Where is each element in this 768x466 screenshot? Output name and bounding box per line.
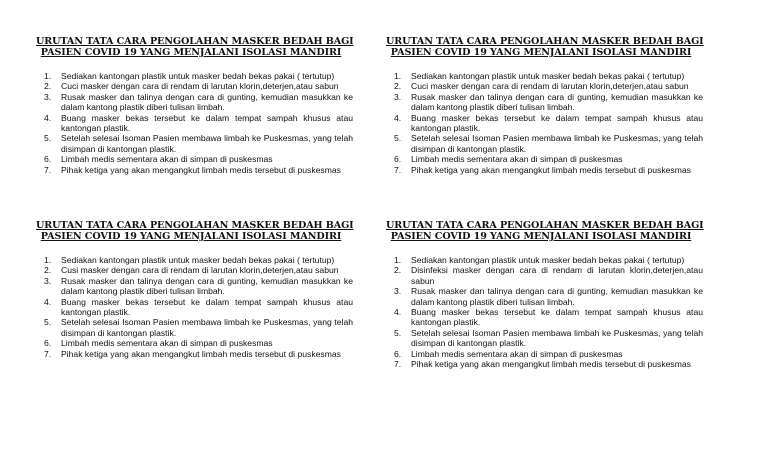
step-item: [36, 338, 381, 348]
step-item: [36, 113, 381, 134]
step-text: Buang masker bekas tersebut ke dalam tempat sampah khusus atau kantongan plastik.: [411, 307, 703, 328]
instruction-panel-top-right: [386, 36, 731, 175]
panel-title: [36, 220, 354, 242]
step-number: 2.: [394, 265, 402, 276]
title-line-1: URUTAN TATA CARA PENGOLAHAN MASKER BEDAH BAGI: [386, 36, 704, 47]
step-number: 2.: [394, 81, 402, 92]
step-item: [386, 359, 731, 369]
steps-list: [386, 255, 731, 369]
step-text: Pihak ketiga yang akan mengangkut limbah medis tersebut di puskesmas: [411, 359, 691, 370]
step-text: Pihak ketiga yang akan mengangkut limbah medis tersebut di puskesmas: [61, 164, 341, 175]
step-number: 1.: [44, 255, 52, 265]
step-item: [386, 113, 731, 134]
step-text: Limbah medis sementara akan di simpan di puskesmas: [411, 348, 623, 359]
step-number: 3.: [44, 275, 52, 286]
step-item: [36, 165, 381, 175]
step-item: [36, 317, 381, 338]
step-item: [386, 92, 731, 113]
step-number: 1.: [394, 255, 402, 265]
step-text: Pihak ketiga yang akan mengangkut limbah medis tersebut di puskesmas: [411, 164, 691, 175]
step-number: 3.: [394, 286, 402, 297]
step-number: 6.: [44, 338, 52, 349]
step-item: [36, 297, 381, 318]
step-item: [36, 71, 381, 81]
steps-list: [386, 71, 731, 175]
step-text: Buang masker bekas tersebut ke dalam tempat sampah khusus atau kantongan plastik.: [411, 112, 703, 134]
step-number: 1.: [394, 71, 402, 81]
steps-list: [36, 255, 381, 359]
step-item: [36, 92, 381, 113]
step-text: Sediakan kantongan plastik untuk masker bedah bekas pakai ( tertutup): [61, 255, 335, 265]
step-number: 7.: [394, 164, 402, 175]
step-number: 6.: [44, 154, 52, 165]
step-text: Buang masker bekas tersebut ke dalam tempat sampah khusus atau kantongan plastik.: [61, 112, 353, 134]
step-text: Rusak masker dan talinya dengan cara di gunting, kemudian masukkan ke dalam kantong plastik diberi tulisan limbah.: [411, 91, 703, 113]
step-item: [386, 154, 731, 164]
step-text: Rusak masker dan talinya dengan cara di gunting, kemudian masukkan ke dalam kantong plastik diberi tulisan limbah.: [61, 91, 353, 113]
step-item: [36, 133, 381, 154]
title-line-2: PASIEN COVID 19 YANG MENJALANI ISOLASI MANDIRI: [390, 231, 692, 242]
step-item: [36, 349, 381, 359]
step-number: 4.: [394, 307, 402, 318]
step-number: 3.: [394, 91, 402, 102]
step-number: 4.: [394, 112, 402, 123]
step-item: [36, 81, 381, 91]
step-number: 7.: [44, 348, 52, 359]
panel-title: [386, 36, 704, 58]
step-text: Cusi masker dengan cara di rendam di larutan klorin,deterjen,atau sabun: [61, 265, 339, 276]
step-text: Disinfeksi masker dengan cara di rendam di larutan klorin,deterjen,atau sabun: [411, 265, 703, 286]
step-number: 1.: [44, 71, 52, 81]
step-item: [36, 265, 381, 275]
step-text: Setelah selesai Isoman Pasien membawa limbah ke Puskesmas, yang telah disimpan di kantongan plastik.: [411, 327, 703, 349]
step-text: Rusak masker dan talinya dengan cara di gunting, kemudian masukkan ke dalam kantong plastik diberi tulisan limbah.: [411, 286, 703, 307]
step-number: 6.: [394, 348, 402, 359]
step-text: Setelah selesai Isoman Pasien membawa limbah ke Puskesmas, yang telah disimpan di kantongan plastik.: [411, 133, 703, 154]
step-text: Cuci masker dengan cara di rendam di larutan klorin,deterjen,atau sabun: [411, 81, 689, 92]
step-text: Sediakan kantongan plastik untuk masker bedah bekas pakai ( tertutup): [61, 71, 335, 81]
title-line-1: URUTAN TATA CARA PENGOLAHAN MASKER BEDAH BAGI: [36, 36, 354, 47]
step-item: [386, 265, 731, 286]
step-text: Sediakan kantongan plastik untuk masker bedah bekas pakai ( tertutup): [411, 255, 685, 265]
step-item: [386, 81, 731, 91]
step-item: [386, 349, 731, 359]
title-line-2: PASIEN COVID 19 YANG MENJALANI ISOLASI MANDIRI: [40, 231, 342, 242]
title-line-1: URUTAN TATA CARA PENGOLAHAN MASKER BEDAH BAGI: [386, 220, 704, 231]
step-number: 5.: [394, 327, 402, 338]
step-item: [386, 133, 731, 154]
step-item: [386, 328, 731, 349]
step-item: [36, 154, 381, 164]
step-text: Rusak masker dan talinya dengan cara di gunting, kemudian masukkan ke dalam kantong plastik diberi tulisan limbah.: [61, 275, 353, 297]
step-number: 2.: [44, 81, 52, 92]
step-number: 3.: [44, 91, 52, 102]
step-item: [36, 276, 381, 297]
instruction-panel-bottom-right: [386, 220, 731, 369]
title-line-2: PASIEN COVID 19 YANG MENJALANI ISOLASI MANDIRI: [40, 47, 342, 58]
title-line-1: URUTAN TATA CARA PENGOLAHAN MASKER BEDAH BAGI: [36, 220, 354, 231]
step-text: Buang masker bekas tersebut ke dalam tempat sampah khusus atau kantongan plastik.: [61, 296, 353, 318]
step-number: 5.: [44, 133, 52, 144]
step-number: 7.: [44, 164, 52, 175]
step-item: [36, 255, 381, 265]
step-text: Pihak ketiga yang akan mengangkut limbah medis tersebut di puskesmas: [61, 348, 341, 359]
instruction-panel-top-left: [36, 36, 381, 175]
step-number: 5.: [44, 317, 52, 328]
step-number: 2.: [44, 265, 52, 276]
step-text: Sediakan kantongan plastik untuk masker bedah bekas pakai ( tertutup): [411, 71, 685, 81]
step-text: Cuci masker dengan cara di rendam di larutan klorin,deterjen,atau sabun: [61, 81, 339, 92]
step-text: Setelah selesai Isoman Pasien membawa limbah ke Puskesmas, yang telah disimpan di kantongan plastik.: [61, 317, 353, 338]
step-item: [386, 307, 731, 328]
step-text: Limbah medis sementara akan di simpan di puskesmas: [61, 154, 273, 165]
step-number: 7.: [394, 359, 402, 370]
steps-list: [36, 71, 381, 175]
panel-title: [36, 36, 354, 58]
step-number: 6.: [394, 154, 402, 165]
step-item: [386, 255, 731, 265]
step-text: Limbah medis sementara akan di simpan di puskesmas: [411, 154, 623, 165]
step-item: [386, 71, 731, 81]
step-number: 4.: [44, 296, 52, 307]
instruction-panel-bottom-left: [36, 220, 381, 359]
step-number: 5.: [394, 133, 402, 144]
step-item: [386, 165, 731, 175]
title-line-2: PASIEN COVID 19 YANG MENJALANI ISOLASI MANDIRI: [390, 47, 692, 58]
step-number: 4.: [44, 112, 52, 123]
step-text: Limbah medis sementara akan di simpan di puskesmas: [61, 338, 273, 349]
step-text: Setelah selesai Isoman Pasien membawa limbah ke Puskesmas, yang telah disimpan di kantongan plastik.: [61, 133, 353, 154]
step-item: [386, 286, 731, 307]
panel-title: [386, 220, 704, 242]
